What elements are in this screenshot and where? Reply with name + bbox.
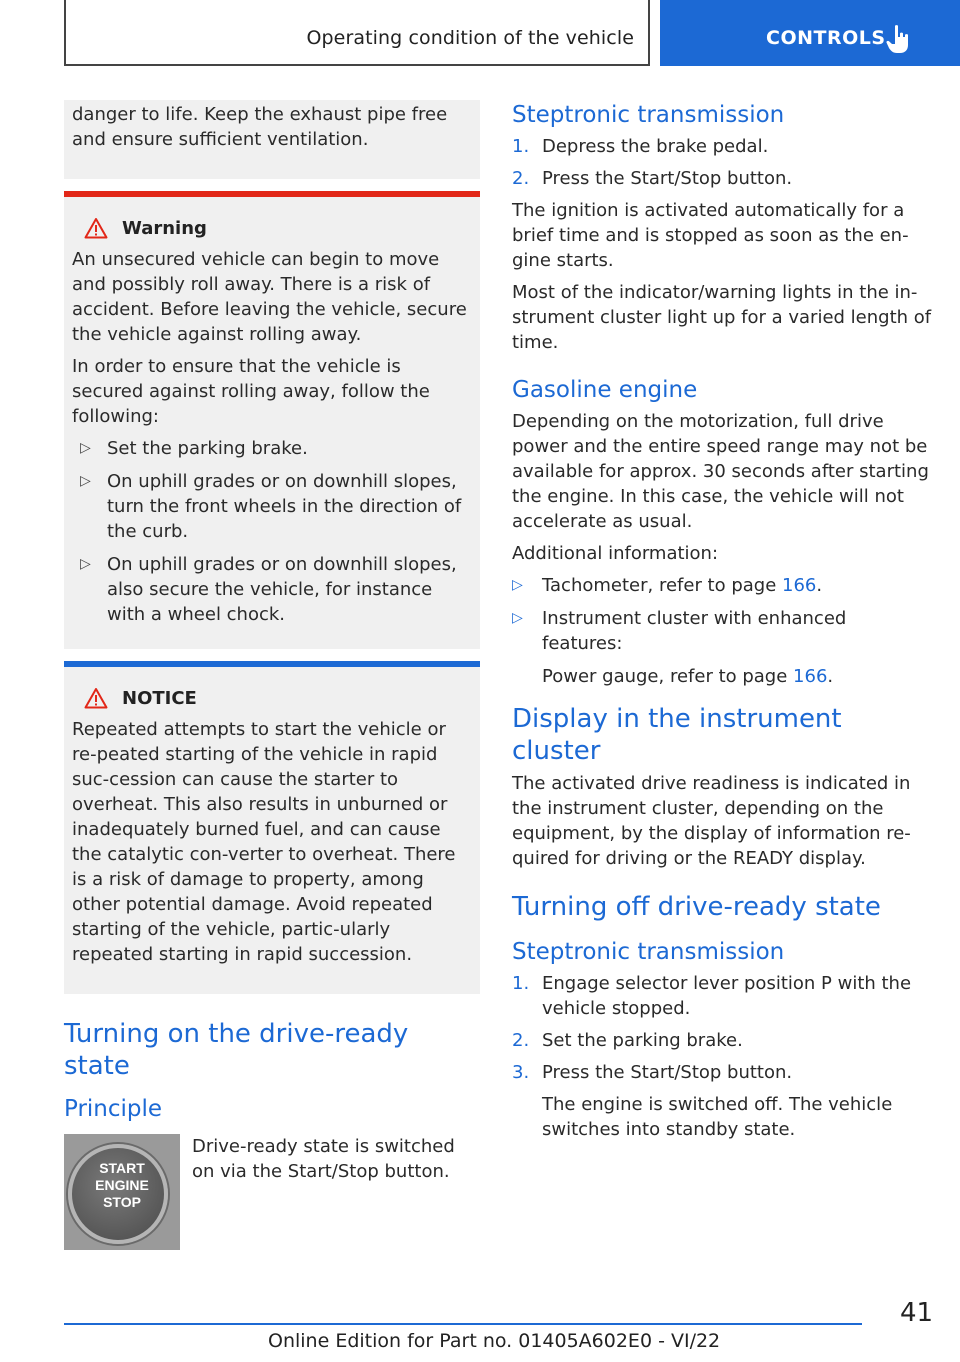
triangle-bullet-icon: ▷: [80, 556, 91, 572]
list-item: 1. Depress the brake pedal.: [512, 136, 769, 157]
warning-title: Warning: [122, 217, 207, 239]
footer-edition: Online Edition for Part no. 01405A602E0 - VI/22: [268, 1330, 721, 1352]
display-paragraph: The activated drive readiness is indicated in the instrument cluster, depending on the equipment, by the display of information re-quired for driving or the READY display.: [512, 773, 911, 869]
list-item: ▷ On uphill grades or on downhill slopes, turn the front wheels in the direction of the curb.: [80, 471, 462, 542]
heading-principle: Principle: [64, 1096, 163, 1122]
heading-turning-off: Turning off drive-ready state: [512, 892, 881, 922]
warning-paragraph-2: In order to ensure that the vehicle is secured against rolling away, follow the following:: [72, 356, 430, 427]
triangle-bullet-icon: ▷: [512, 610, 523, 626]
heading-display: Display in the instrument cluster: [512, 704, 842, 766]
principle-row: [64, 1134, 480, 1250]
steps-list-2: [512, 971, 932, 1142]
heading-steptronic-1: Steptronic transmission: [512, 102, 785, 128]
heading-turning-on: Turning on the drive-ready state: [64, 1019, 409, 1081]
list-item: 3. Press the Start/Stop button. The engine is switched off. The vehicle switches into standby state.: [512, 1060, 932, 1142]
list-item: 2. Press the Start/Stop button.: [512, 168, 793, 189]
warning-list: [72, 436, 472, 627]
notice-title: NOTICE: [122, 687, 197, 709]
warning-alert: [64, 191, 480, 649]
list-item: 1. Engage selector lever position P with the vehicle stopped.: [512, 973, 912, 1019]
gasoline-paragraph: Depending on the motorization, full drive power and the entire speed range may not be available for approx. 30 seconds after starting the engine. In this case, the vehicle will not accelerate as usual.: [512, 411, 929, 532]
heading-steptronic-2: Steptronic transmission: [512, 939, 785, 965]
header-section-title: Operating condition of the vehicle: [306, 27, 634, 49]
hand-pointer-icon: [886, 24, 912, 54]
start-stop-button-image: [64, 1134, 180, 1250]
heading-gasoline: Gasoline engine: [512, 377, 698, 403]
list-item: ▷ Tachometer, refer to page 166.: [512, 575, 823, 596]
triangle-bullet-icon: ▷: [512, 577, 523, 593]
header-section-tab: [64, 0, 650, 66]
additional-info-list: [512, 573, 932, 689]
list-item: ▷ On uphill grades or on downhill slopes, also secure the vehicle, for instance with a wheel chock.: [80, 554, 457, 625]
start-stop-button-label: START ENGINE STOP: [95, 1160, 149, 1210]
warning-paragraph-1: An unsecured vehicle can begin to move and possibly roll away. There is a risk of accident. Before leaving the vehicle, secure the vehicle against rolling away.: [72, 249, 467, 345]
warning-heading: [72, 217, 472, 239]
footer-divider: [64, 1323, 862, 1325]
triangle-bullet-icon: ▷: [80, 440, 91, 456]
list-item: ▷ Set the parking brake.: [80, 438, 308, 459]
list-item: 2. Set the parking brake.: [512, 1030, 743, 1051]
notice-heading: [72, 687, 472, 709]
warning-triangle-icon: [84, 217, 108, 239]
page-number: 41: [900, 1298, 934, 1328]
steps-list-1: [512, 134, 932, 191]
page-link[interactable]: 166: [782, 575, 817, 596]
warning-box: [64, 197, 480, 649]
ignition-paragraph: The ignition is activated automatically for a brief time and is stopped as soon as the en-gine starts.: [512, 200, 909, 271]
danger-text: danger to life. Keep the exhaust pipe free and ensure sufficient ventilation.: [72, 104, 448, 150]
triangle-bullet-icon: ▷: [80, 473, 91, 489]
notice-triangle-icon: [84, 687, 108, 709]
step-3-result: The engine is switched off. The vehicle switches into standby state.: [542, 1094, 893, 1140]
danger-box-continued: [64, 100, 480, 179]
principle-text: Drive-ready state is switched on via the Start/Stop button.: [192, 1136, 455, 1182]
notice-alert: [64, 661, 480, 994]
notice-box: [64, 667, 480, 994]
notice-paragraph: Repeated attempts to start the vehicle or re-peated starting of the vehicle in rapid suc-cession can cause the starter to overheat. This also results in unburned or inadequately burned fuel, and can cause the catalytic con-verter to overheat. There is a risk of damage to property, among other potential damage. Avoid repeated starting of the vehicle, partic-ularly repeated starting in rapid succession.: [72, 719, 456, 965]
header-chapter-tab: [660, 0, 960, 66]
left-column: [64, 100, 480, 1250]
right-column: [512, 100, 932, 1149]
header-chapter-title: CONTROLS: [766, 27, 886, 49]
lights-paragraph: Most of the indicator/warning lights in the in-strument cluster light up for a varied length of time.: [512, 282, 932, 353]
list-item: ▷ Instrument cluster with enhanced features: Power gauge, refer to page 166.: [512, 608, 847, 687]
page-link[interactable]: 166: [793, 666, 828, 687]
additional-info-label: Additional information:: [512, 543, 719, 564]
